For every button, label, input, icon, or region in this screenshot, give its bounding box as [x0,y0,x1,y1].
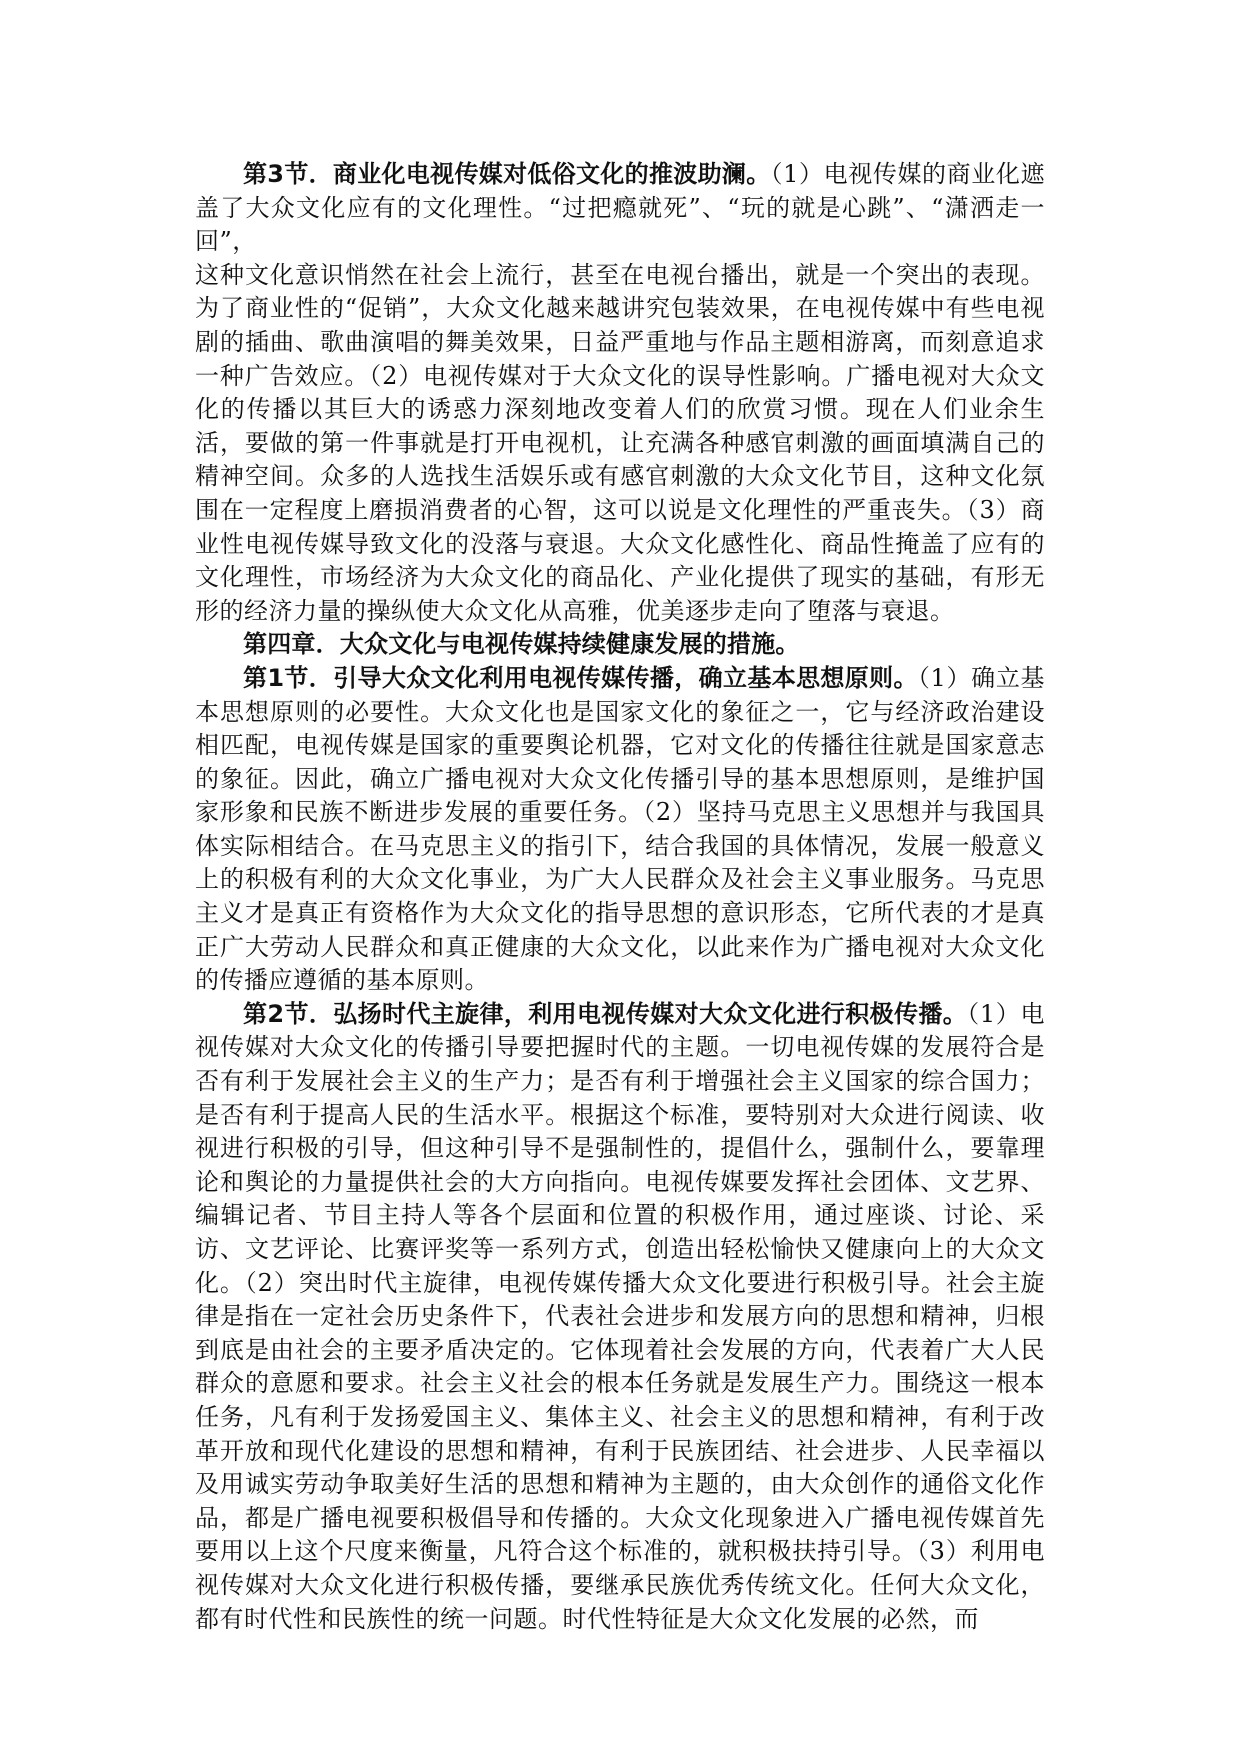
section-2-body: （1）电视传媒对大众文化的传播引导要把握时代的主题。一切电视传媒的发展符合是否有利于发展社会主义的生产力；是否有利于增强社会主义国家的综合国力；是否有利于提高人民的生活水平。根据这个标准，要特别对大众进行阅读、收视进行积极的引导，但这种引导不是强制性的，提倡什么，强制什么，要靠理论和舆论的力量提供社会的大方向指向。电视传媒要发挥社会团体、文艺界、编辑记者、节目主持人等各个层面和位置的积极作用，通过座谈、讨论、采访、文艺评论、比赛评奖等一系列方式，创造出轻松愉快又健康向上的大众文化。（2）突出时代主旋律，电视传媒传播大众文化要进行积极引导。社会主旋律是指在一定社会历史条件下，代表社会进步和发展方向的思想和精神，归根到底是由社会的主要矛盾决定的。它体现着社会发展的方向，代表着广大人民群众的意愿和要求。社会主义社会的根本任务就是发展生产力。围绕这一根本任务，凡有利于发扬爱国主义、集体主义、社会主义的思想和精神，有利于改革开放和现代化建设的思想和精神，有利于民族团结、社会进步、人民幸福以及用诚实劳动争取美好生活的思想和精神为主题的，由大众创作的通俗文化作品，都是广播电视要积极倡导和传播的。大众文化现象进入广播电视传媒首先要用以上这个尺度来衡量，凡符合这个标准的，就积极扶持引导。（3）利用电视传媒对大众文化进行积极传播，要继承民族优秀传统文化。任何大众文化，都有时代性和民族性的统一问题。时代性特征是大众文化发展的必然，而 [195,999,1045,1633]
section-1-paragraph [195,662,1045,998]
document-page [195,158,1045,1636]
section-3-body-part2: 这种文化意识悄然在社会上流行，甚至在电视台播出，就是一个突出的表现。为了商业性的“促销”，大众文化越来越讲究包装效果，在电视传媒中有些电视剧的插曲、歌曲演唱的舞美效果，日益严重地与作品主题相游离，而刻意追求一种广告效应。（2）电视传媒对于大众文化的误导性影响。广播电视对大众文化的传播以其巨大的诱惑力深刻地改变着人们的欣赏习惯。现在人们业余生活，要做的第一件事就是打开电视机，让充满各种感官刺激的画面填满自己的精神空间。众多的人选找生活娱乐或有感官刺激的大众文化节目，这种文化氛围在一定程度上磨损消费者的心智，这可以说是文化理性的严重丧失。（3）商业性电视传媒导致文化的没落与衰退。大众文化感性化、商品性掩盖了应有的文化理性，市场经济为大众文化的商品化、产业化提供了现实的基础，有形无形的经济力量的操纵使大众文化从高雅，优美逐步走向了堕落与衰退。 [195,260,1045,625]
section-3-body-part1: （1）电视传媒的商业化遮盖了大众文化应有的文化理性。“过把瘾就死”、“玩的就是心跳”、“潇洒走一回”， [195,160,1045,256]
section-3-heading: 第3节．商业化电视传媒对低俗文化的推波助澜。 [243,160,771,188]
chapter-4-paragraph [195,628,1045,662]
section-3-paragraph-continued [195,259,1045,629]
section-1-heading: 第1节．引导大众文化利用电视传媒传播，确立基本思想原则。 [243,663,918,692]
section-2-paragraph [195,998,1045,1636]
section-1-body: （1）确立基本思想原则的必要性。大众文化也是国家文化的象征之一，它与经济政治建设相匹配，电视传媒是国家的重要舆论机器，它对文化的传播往往就是国家意志的象征。因此，确立广播电视对大众文化传播引导的基本思想原则，是维护国家形象和民族不断进步发展的重要任务。（2）坚持马克思主义思想并与我国具体实际相结合。在马克思主义的指引下，结合我国的具体情况，发展一般意义上的积极有利的大众文化事业，为广大人民群众及社会主义事业服务。马克思主义才是真正有资格作为大众文化的指导思想的意识形态，它所代表的才是真正广大劳动人民群众和真正健康的大众文化，以此来作为广播电视对大众文化的传播应遵循的基本原则。 [195,663,1045,995]
section-3-paragraph [195,158,1045,259]
chapter-4-heading: 第四章．大众文化与电视传媒持续健康发展的措施。 [243,630,800,659]
section-2-heading: 第2节．弘扬时代主旋律，利用电视传媒对大众文化进行积极传播。 [243,999,968,1028]
